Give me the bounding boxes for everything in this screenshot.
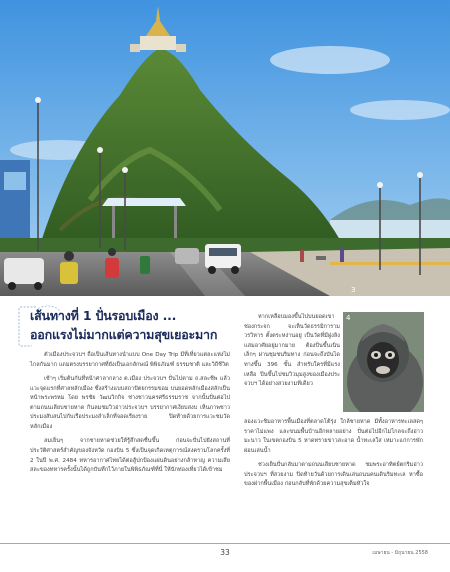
- route-number: 1: [82, 308, 92, 323]
- body-paragraph: ลมเย็นๆ จากชายหาดช่วยให้รู้สึกสดชื่นขึ้น ก่อนจะปั่นไปยังสถานที่ประวัติศาสตร์สำคัญของจังหวัด กองบิน 5 ซึ่งเป็นจุดเกิดเหตุการณ์สงครามโลกครั้งที่ 2 ในปี พ.ศ. 2484 ทหารอากาศไทยได้ต่อสู้ปกป้องแผ่นดินอย่างกล้าหาญ ความเสียสละของทหารครั้งนั้นได้ถูกบันทึกไว้ภายในพิพิธภัณฑ์ที่นี่ ให้นักท่องเที่ยวได้เข้าชม: [30, 438, 230, 474]
- right-column-top: [244, 313, 340, 395]
- body-paragraph: ตัวเมืองประจวบฯ ถือเป็นเส้นทางนำแบบ One Day Trip มีที่เที่ยวแต่ละแห่งไม่ไกลกันมาก แถมตรงบรรยากาศที่ยังเป็นเอกลักษณ์ พิพิธภัณฑ์ ธรรมชาติ และวิถีชีวิต: [30, 352, 230, 368]
- langur-photo: [343, 312, 424, 412]
- route-headline: [0, 304, 262, 346]
- issue-date: เมษายน - มิถุนายน 2558: [372, 550, 428, 556]
- body-paragraph: เช้าๆ เริ่มต้นกันที่หน้าศาลากลาง ต.เมือง ประจวบฯ ปั่นไปตาม ถ.สละชีพ แล้วแวะจุดแรกที่ศาลหลักเมือง ซึ่งสร้างแบบสถาปัตยกรรมขอม บนยอดหลักเมืองสลักเป็นหน้าพระพรหม โดย พรชัย วัฒนวิกกิจ ช่างชาวนครศรีธรรมราช จากนั้นปั่นต่อไปตามถนนเลียบชายหาด กินลมชมวิวอ่าวประจวบฯ บรรยากาศเงียบสงบ เห็นภาพชาวประมงสับสนไปกับเรือประมงลำเล็กที่จอดเรียงราย ปิดท้ายด้วยการแวะชมวัดหลักเมือง: [30, 375, 230, 430]
- body-paragraph: ลองแวะชิมอาหารพื้นเมืองที่ตลาดโต้รุ่ง ใกล้ชายหาด มีทั้งอาหารทะเลสดๆ ราคาไม่แพง และขนมพื้นบ้านอีกหลายอย่าง ปั่นต่อไปอีกไม่ไกลจะถึงอ่าวมะนาว ในเขตกองบิน 5 หาดทรายขาวสะอาด น้ำทะเลใส เหมาะแก่การพักผ่อนเล่นน้ำ: [244, 419, 423, 454]
- route-prefix: เส้นทางที่: [30, 308, 79, 323]
- route-subtitle: ออกแรงไม่มากแต่ความสุขเยอะมาก: [30, 327, 218, 342]
- right-column: [244, 418, 423, 495]
- body-paragraph: หากเหลือบมองขึ้นไปบนยอดเขาช่องกระจก จะเห็นวัดธรรมิการามวรวิหาร ตั้งตระหง่านอยู่ เป็นวัดที่มีฝูงลิงแสมอาศัยอยู่มากมาย ต้องปั่นขึ้นเนินเล็กๆ ผ่านชุมชนริมทาง ก่อนจะถึงบันไดทางขึ้น 396 ขั้น สำหรับใครที่มีแรงเหลือ ปีนขึ้นไปชมวิวมุมสูงของเมืองประจวบฯ ได้อย่างสวยงามทีเดียว: [244, 314, 340, 388]
- page-number: 33: [220, 548, 230, 557]
- left-column: [30, 351, 230, 481]
- body-paragraph: ช่วงเย็นปั่นกลับมาตามถนนเลียบชายหาด ชมพระอาทิตย์ตกริมอ่าวประจวบฯ ที่สวยงาม ปิดท้ายวันด้วยการเดินเล่นถนนคนเดินริมทะเล หาซื้อของฝากพื้นเมือง ก่อนกลับที่พักด้วยความสุขเต็มหัวใจ: [244, 462, 423, 488]
- photo-number: 3: [351, 286, 356, 294]
- photo-number: 4: [346, 314, 351, 322]
- route-suffix: ปั่นรอบเมือง ...: [95, 308, 177, 323]
- route-title: [30, 306, 176, 326]
- footer-rule: [0, 543, 450, 544]
